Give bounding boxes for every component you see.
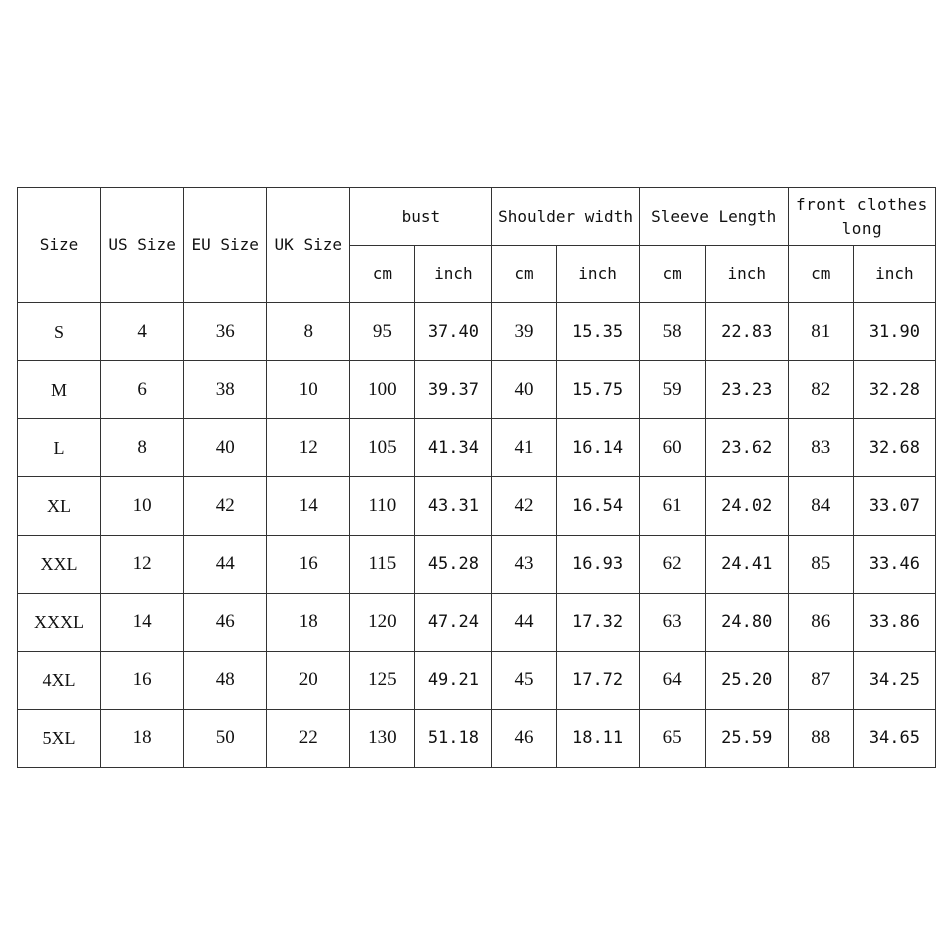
cell-bust-cm: 105 (350, 419, 415, 477)
header-bust: bust (350, 188, 492, 246)
header-shoulder-inch: inch (556, 246, 639, 303)
cell-shoulder-cm: 39 (492, 303, 556, 361)
cell-bust-inch: 41.34 (415, 419, 492, 477)
cell-front-cm: 82 (788, 361, 853, 419)
table-row (18, 651, 936, 709)
cell-bust-cm: 95 (350, 303, 415, 361)
cell-front-inch: 34.25 (853, 651, 935, 709)
cell-uk-size: 8 (267, 303, 350, 361)
cell-size: XXXL (18, 593, 101, 651)
cell-sleeve-cm: 63 (639, 593, 705, 651)
header-shoulder-cm: cm (492, 246, 556, 303)
cell-shoulder-cm: 43 (492, 535, 556, 593)
cell-front-inch: 33.86 (853, 593, 935, 651)
cell-sleeve-cm: 60 (639, 419, 705, 477)
cell-us-size: 16 (101, 651, 184, 709)
header-front-clothes-long: front clothes long (788, 188, 935, 246)
cell-uk-size: 10 (267, 361, 350, 419)
size-chart-body (18, 303, 936, 768)
cell-sleeve-inch: 25.59 (705, 709, 788, 767)
cell-bust-inch: 37.40 (415, 303, 492, 361)
cell-shoulder-inch: 18.11 (556, 709, 639, 767)
cell-eu-size: 42 (184, 477, 267, 535)
cell-size: XL (18, 477, 101, 535)
cell-front-cm: 87 (788, 651, 853, 709)
table-row (18, 477, 936, 535)
cell-eu-size: 40 (184, 419, 267, 477)
cell-bust-cm: 110 (350, 477, 415, 535)
cell-sleeve-inch: 25.20 (705, 651, 788, 709)
cell-shoulder-cm: 40 (492, 361, 556, 419)
header-sleeve-inch: inch (705, 246, 788, 303)
cell-us-size: 6 (101, 361, 184, 419)
cell-eu-size: 50 (184, 709, 267, 767)
cell-shoulder-cm: 41 (492, 419, 556, 477)
cell-front-inch: 32.68 (853, 419, 935, 477)
cell-us-size: 10 (101, 477, 184, 535)
cell-shoulder-inch: 15.35 (556, 303, 639, 361)
cell-size: L (18, 419, 101, 477)
header-front-cm: cm (788, 246, 853, 303)
cell-us-size: 12 (101, 535, 184, 593)
cell-uk-size: 22 (267, 709, 350, 767)
cell-bust-cm: 130 (350, 709, 415, 767)
cell-us-size: 4 (101, 303, 184, 361)
cell-shoulder-inch: 15.75 (556, 361, 639, 419)
table-row (18, 709, 936, 767)
cell-bust-inch: 47.24 (415, 593, 492, 651)
cell-us-size: 8 (101, 419, 184, 477)
cell-eu-size: 44 (184, 535, 267, 593)
cell-uk-size: 16 (267, 535, 350, 593)
cell-bust-inch: 43.31 (415, 477, 492, 535)
cell-eu-size: 38 (184, 361, 267, 419)
cell-bust-cm: 100 (350, 361, 415, 419)
cell-bust-cm: 115 (350, 535, 415, 593)
cell-bust-inch: 39.37 (415, 361, 492, 419)
cell-shoulder-inch: 16.93 (556, 535, 639, 593)
cell-sleeve-cm: 62 (639, 535, 705, 593)
cell-front-cm: 84 (788, 477, 853, 535)
header-front-inch: inch (853, 246, 935, 303)
header-shoulder-width: Shoulder width (492, 188, 639, 246)
cell-eu-size: 36 (184, 303, 267, 361)
cell-sleeve-cm: 61 (639, 477, 705, 535)
cell-sleeve-cm: 58 (639, 303, 705, 361)
header-bust-cm: cm (350, 246, 415, 303)
header-bust-inch: inch (415, 246, 492, 303)
table-row (18, 303, 936, 361)
table-row (18, 535, 936, 593)
cell-sleeve-inch: 24.02 (705, 477, 788, 535)
cell-eu-size: 48 (184, 651, 267, 709)
cell-sleeve-inch: 23.23 (705, 361, 788, 419)
cell-size: 5XL (18, 709, 101, 767)
cell-front-inch: 33.46 (853, 535, 935, 593)
table-row (18, 361, 936, 419)
cell-shoulder-inch: 17.32 (556, 593, 639, 651)
header-row-groups (18, 188, 936, 246)
cell-front-inch: 34.65 (853, 709, 935, 767)
cell-shoulder-inch: 16.14 (556, 419, 639, 477)
cell-uk-size: 12 (267, 419, 350, 477)
cell-size: 4XL (18, 651, 101, 709)
cell-uk-size: 14 (267, 477, 350, 535)
cell-us-size: 14 (101, 593, 184, 651)
cell-sleeve-inch: 24.41 (705, 535, 788, 593)
header-eu-size: EU Size (184, 188, 267, 303)
cell-sleeve-inch: 24.80 (705, 593, 788, 651)
cell-us-size: 18 (101, 709, 184, 767)
cell-sleeve-cm: 59 (639, 361, 705, 419)
cell-bust-inch: 49.21 (415, 651, 492, 709)
cell-front-inch: 33.07 (853, 477, 935, 535)
cell-sleeve-inch: 22.83 (705, 303, 788, 361)
header-uk-size: UK Size (267, 188, 350, 303)
cell-front-inch: 31.90 (853, 303, 935, 361)
cell-shoulder-cm: 45 (492, 651, 556, 709)
cell-front-cm: 83 (788, 419, 853, 477)
size-chart-table (17, 187, 936, 768)
cell-shoulder-inch: 17.72 (556, 651, 639, 709)
cell-bust-inch: 51.18 (415, 709, 492, 767)
cell-eu-size: 46 (184, 593, 267, 651)
cell-bust-inch: 45.28 (415, 535, 492, 593)
cell-front-cm: 88 (788, 709, 853, 767)
cell-shoulder-cm: 44 (492, 593, 556, 651)
header-size: Size (18, 188, 101, 303)
header-sleeve-cm: cm (639, 246, 705, 303)
cell-size: S (18, 303, 101, 361)
cell-sleeve-cm: 64 (639, 651, 705, 709)
cell-size: XXL (18, 535, 101, 593)
cell-size: M (18, 361, 101, 419)
cell-shoulder-inch: 16.54 (556, 477, 639, 535)
cell-uk-size: 20 (267, 651, 350, 709)
cell-front-cm: 86 (788, 593, 853, 651)
cell-uk-size: 18 (267, 593, 350, 651)
table-row (18, 593, 936, 651)
cell-shoulder-cm: 42 (492, 477, 556, 535)
cell-bust-cm: 125 (350, 651, 415, 709)
cell-front-inch: 32.28 (853, 361, 935, 419)
cell-shoulder-cm: 46 (492, 709, 556, 767)
header-sleeve-length: Sleeve Length (639, 188, 788, 246)
cell-front-cm: 85 (788, 535, 853, 593)
cell-bust-cm: 120 (350, 593, 415, 651)
cell-sleeve-inch: 23.62 (705, 419, 788, 477)
header-us-size: US Size (101, 188, 184, 303)
cell-sleeve-cm: 65 (639, 709, 705, 767)
cell-front-cm: 81 (788, 303, 853, 361)
table-row (18, 419, 936, 477)
